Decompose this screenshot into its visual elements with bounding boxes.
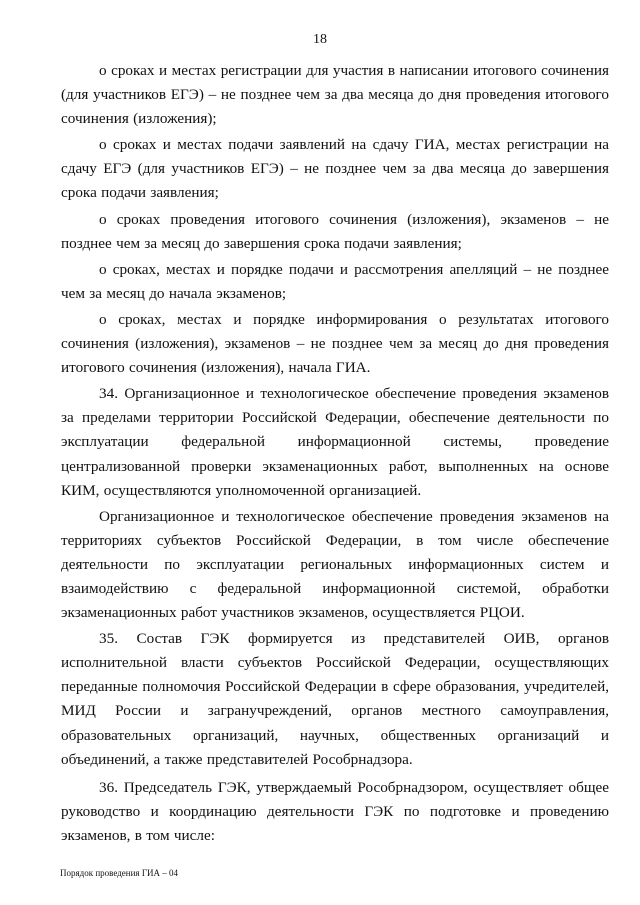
- paragraph-application-deadlines: о сроках и местах подачи заявлений на сдачу ГИА, местах регистрации на сдачу ЕГЭ (для участников ЕГЭ) – не позднее чем за два месяца до завершения срока подачи заявления;: [61, 136, 609, 202]
- paragraph-rcoi: Организационное и технологическое обеспечение проведения экзаменов на территориях субъектов Российской Федерации, в том числе обеспечение деятельности по эксплуатации региональных информационных систем и взаимодействию с федеральной информационной системой, обработки экзаменационных работ участников экзаменов, осуществляется РЦОИ.: [61, 507, 609, 622]
- document-body: [61, 59, 609, 848]
- paragraph-item-34: 34. Организационное и технологическое обеспечение проведения экзаменов за пределами территории Российской Федерации, обеспечение деятельности по эксплуатации федеральной информационной системы, проведение централизованной проверки экзаменационных работ, выполненных на основе КИМ, осуществляются уполномоченной организацией.: [61, 385, 609, 499]
- page-number: 18: [313, 32, 327, 47]
- paragraph-appeals: о сроках, местах и порядке подачи и рассмотрения апелляций – не позднее чем за месяц до начала экзаменов;: [61, 260, 609, 302]
- paragraph-exam-dates: о сроках проведения итогового сочинения (изложения), экзаменов – не позднее чем за месяц до завершения срока подачи заявления;: [61, 210, 609, 252]
- paragraph-registration-essay: о сроках и местах регистрации для участия в написании итогового сочинения (для участников ЕГЭ) – не позднее чем за два месяца до дня проведения итогового сочинения (изложения);: [61, 62, 609, 128]
- paragraph-item-36: 36. Председатель ГЭК, утверждаемый Рособрнадзором, осуществляет общее руководство и координацию деятельности ГЭК по подготовке и проведению экзаменов, в том числе:: [61, 778, 609, 844]
- document-footer: Порядок проведения ГИА – 04: [60, 868, 179, 878]
- paragraph-item-35: 35. Состав ГЭК формируется из представителей ОИВ, органов исполнительной власти субъектов Российской Федерации, осуществляющих переданные полномочия Российской Федерации в сфере образования, учредителей, МИД России и загранучреждений, органов местного самоуправления, образовательных организаций, научных, общественных организаций и объединений, а также представителей Рособрнадзора.: [61, 630, 609, 768]
- paragraph-results-info: о сроках, местах и порядке информирования о результатах итогового сочинения (изложения), экзаменов – не позднее чем за месяц до дня проведения итогового сочинения (изложения), начала ГИА.: [61, 310, 609, 377]
